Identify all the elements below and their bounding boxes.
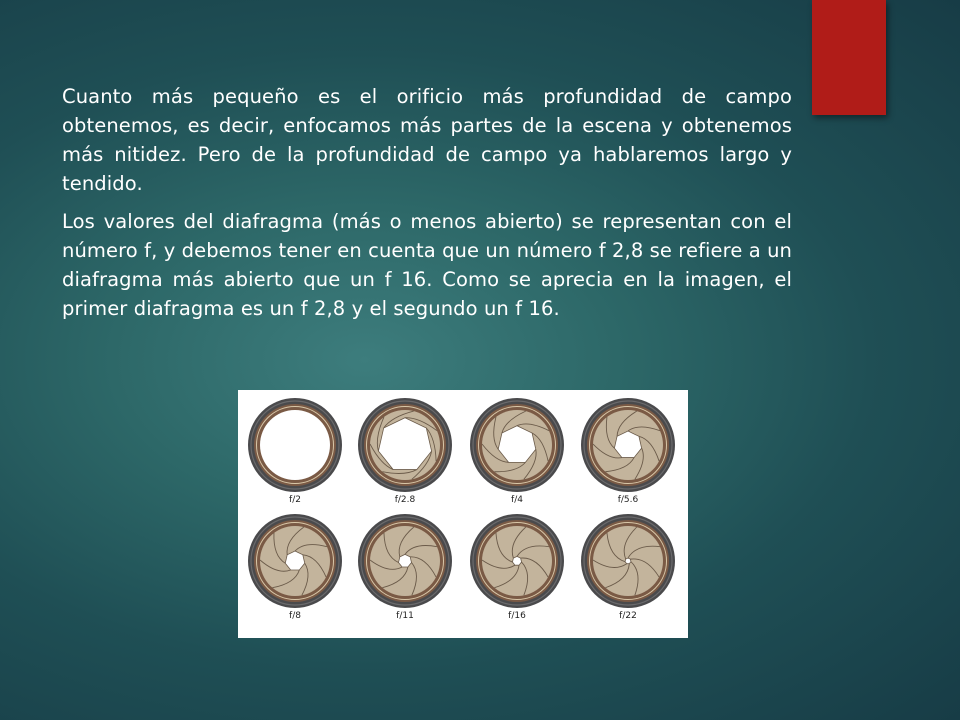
lens-f-2 <box>248 398 342 505</box>
lens-label: f/4 <box>511 495 523 505</box>
lens-label: f/16 <box>508 611 526 621</box>
lens-label: f/8 <box>289 611 301 621</box>
lens-f-8 <box>248 514 342 621</box>
aperture-diagram <box>238 390 688 638</box>
lens-opening <box>399 554 412 567</box>
slide-text <box>62 82 792 332</box>
lens-label: f/2 <box>289 495 301 505</box>
lens-f-16 <box>470 514 564 621</box>
lens-f-22 <box>581 514 675 621</box>
accent-bar <box>812 0 886 115</box>
lens-f-11 <box>358 514 452 621</box>
lens-label: f/22 <box>619 611 637 621</box>
lens-label: f/11 <box>396 611 414 621</box>
lens-opening <box>512 556 521 565</box>
lens-label: f/5.6 <box>617 495 639 505</box>
lens-f-5-6 <box>581 398 675 505</box>
lens-label: f/2.8 <box>394 495 416 505</box>
paragraph-depth-of-field: Cuanto más pequeño es el orificio más profundidad de campo obtenemos, es decir, enfocamos más partes de la escena y obtenemos más nitidez. Pero de la profundidad de campo ya hablaremos largo y tendido. <box>62 85 792 195</box>
lens-opening <box>285 551 304 570</box>
lens-f-4 <box>470 398 564 505</box>
lens-opening <box>625 558 631 564</box>
lens-f-2-8 <box>358 398 452 505</box>
lens-opening <box>260 410 330 480</box>
paragraph-f-number: Los valores del diafragma (más o menos abierto) se representan con el número f, y debemos tener en cuenta que un número f 2,8 se refiere a un diafragma más abierto que un f 16. Como se aprecia en la imagen, el primer diafragma es un f 2,8 y el segundo un f 16. <box>62 210 792 320</box>
aperture-figure <box>238 390 688 638</box>
